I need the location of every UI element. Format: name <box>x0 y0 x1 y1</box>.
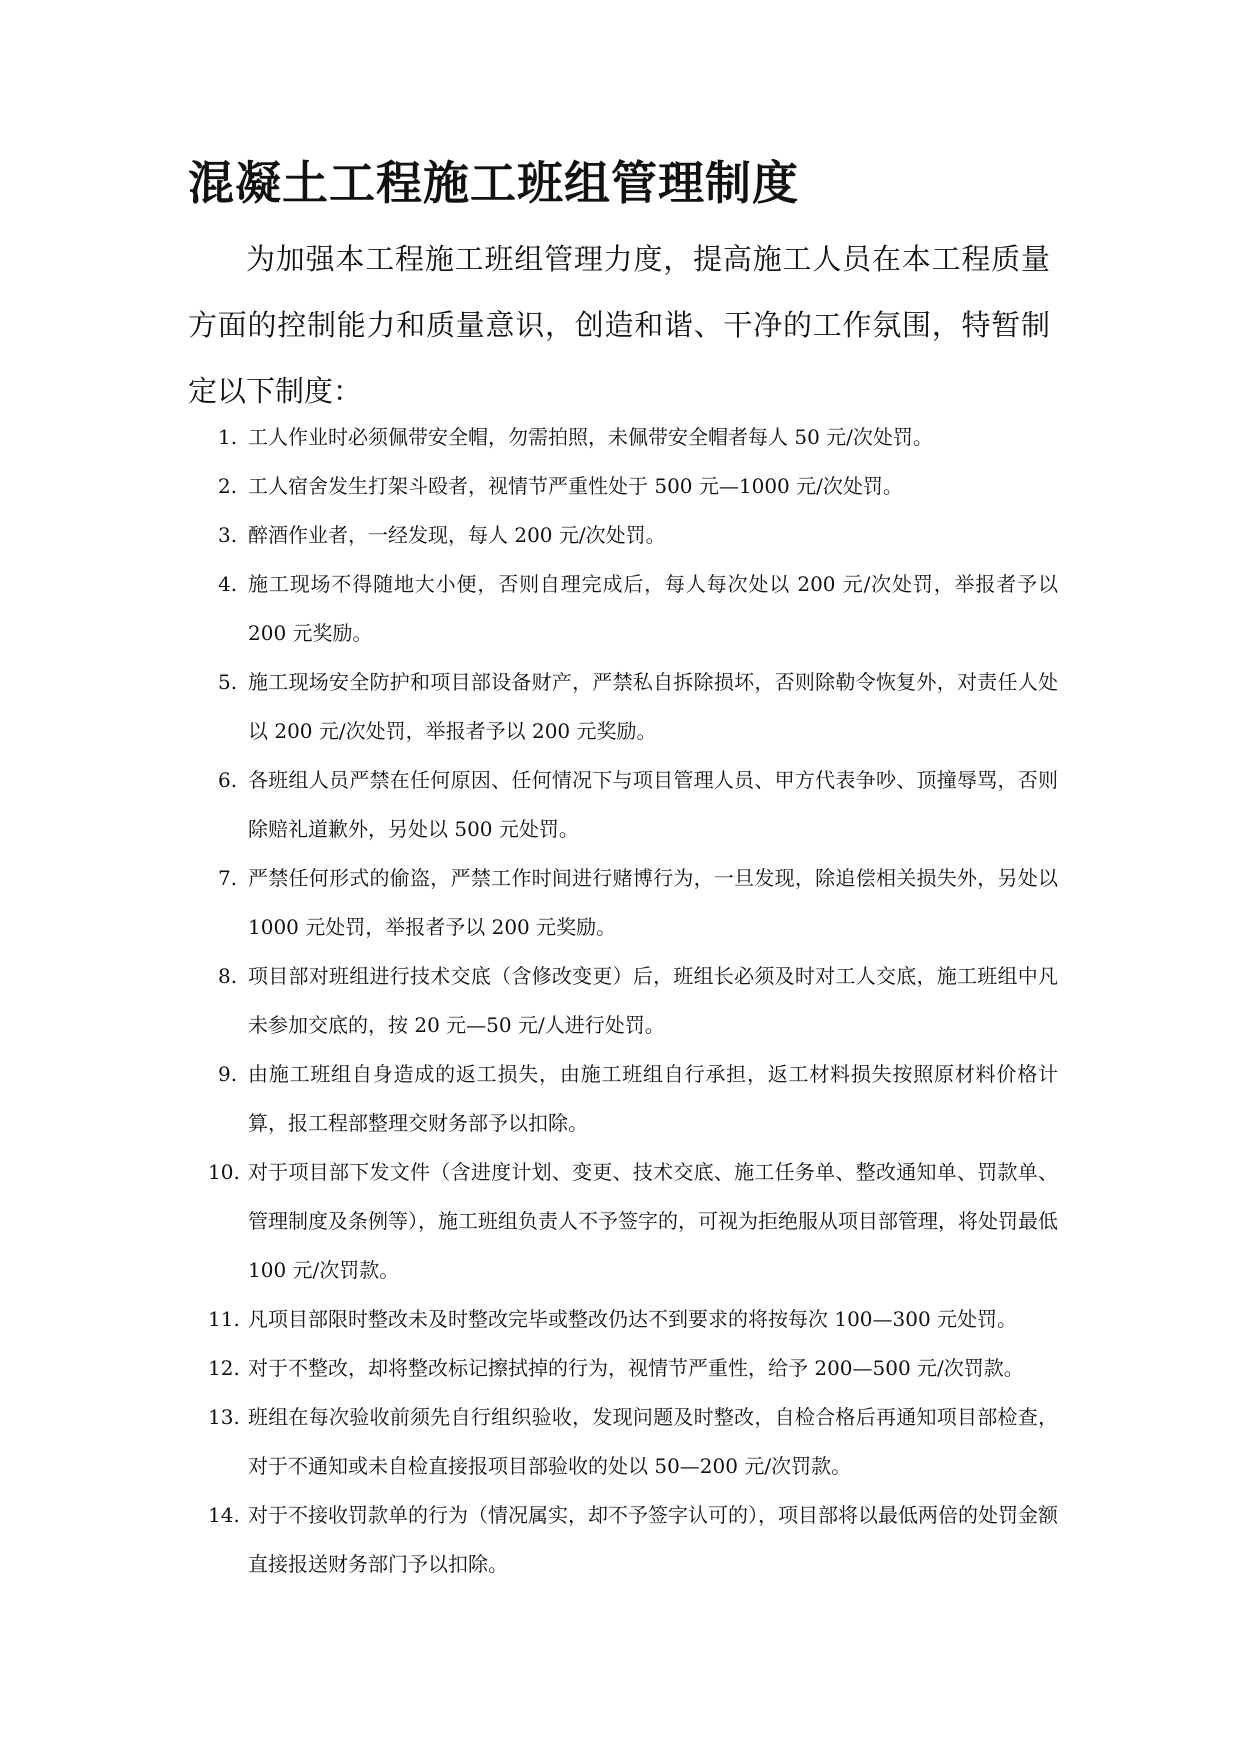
rule-text: 凡项目部限时整改未及时整改完毕或整改仍达不到要求的将按每次 100—300 元处罚。 <box>248 1307 1018 1331</box>
rule-item <box>188 462 1058 511</box>
rule-item <box>188 413 1058 462</box>
rule-text: 施工现场不得随地大小便，否则自理完成后，每人每次处以 200 元/次处罚，举报者予以 200 元奖励。 <box>248 572 1058 645</box>
rule-item <box>188 1295 1058 1344</box>
rule-text: 对于不接收罚款单的行为（情况属实，却不予签字认可的），项目部将以最低两倍的处罚金额直接报送财务部门予以扣除。 <box>248 1503 1058 1576</box>
rule-number: 9. <box>218 1062 238 1086</box>
rule-number: 5. <box>218 670 238 694</box>
rule-number: 1. <box>218 425 238 449</box>
rule-number: 11. <box>208 1307 240 1331</box>
rule-item <box>188 952 1058 1050</box>
rule-text: 班组在每次验收前须先自行组织验收，发现问题及时整改，自检合格后再通知项目部检查，对于不通知或未自检直接报项目部验收的处以 50—200 元/次罚款。 <box>248 1405 1058 1478</box>
rule-item <box>188 511 1058 560</box>
rule-item <box>188 1148 1058 1295</box>
rule-text: 施工现场安全防护和项目部设备财产，严禁私自拆除损坏，否则除勒令恢复外，对责任人处以 200 元/次处罚，举报者予以 200 元奖励。 <box>248 670 1058 743</box>
rule-item <box>188 1393 1058 1491</box>
rule-number: 12. <box>208 1356 240 1380</box>
rule-number: 13. <box>208 1405 240 1429</box>
rule-number: 3. <box>218 523 238 547</box>
rule-text: 由施工班组自身造成的返工损失，由施工班组自行承担，返工材料损失按照原材料价格计算，报工程部整理交财务部予以扣除。 <box>248 1062 1058 1135</box>
rule-number: 8. <box>218 964 238 988</box>
rule-item <box>188 658 1058 756</box>
rule-number: 2. <box>218 474 238 498</box>
rule-text: 醉酒作业者，一经发现，每人 200 元/次处罚。 <box>248 523 666 547</box>
rule-number: 10. <box>208 1160 240 1184</box>
document-title: 混凝土工程施工班组管理制度 <box>188 156 799 210</box>
rule-text: 工人宿舍发生打架斗殴者，视情节严重性处于 500 元—1000 元/次处罚。 <box>248 474 903 498</box>
rule-number: 4. <box>218 572 238 596</box>
rule-item <box>188 1050 1058 1148</box>
rule-text: 各班组人员严禁在任何原因、任何情况下与项目管理人员、甲方代表争吵、顶撞辱骂，否则除赔礼道歉外，另处以 500 元处罚。 <box>248 768 1058 841</box>
rule-item <box>188 854 1058 952</box>
rule-text: 严禁任何形式的偷盗，严禁工作时间进行赌博行为，一旦发现，除追偿相关损失外，另处以 1000 元处罚，举报者予以 200 元奖励。 <box>248 866 1058 939</box>
rule-item <box>188 1491 1058 1589</box>
rule-text: 对于项目部下发文件（含进度计划、变更、技术交底、施工任务单、整改通知单、罚款单、管理制度及条例等），施工班组负责人不予签字的，可视为拒绝服从项目部管理，将处罚最低 100 元/次罚款。 <box>248 1160 1058 1282</box>
rule-item <box>188 1344 1058 1393</box>
rule-number: 7. <box>218 866 238 890</box>
rule-item <box>188 560 1058 658</box>
rule-item <box>188 756 1058 854</box>
rule-text: 项目部对班组进行技术交底（含修改变更）后，班组长必须及时对工人交底，施工班组中凡未参加交底的，按 20 元—50 元/人进行处罚。 <box>248 964 1058 1037</box>
rules-list <box>188 413 1058 1589</box>
rule-text: 对于不整改，却将整改标记擦拭掉的行为，视情节严重性，给予 200—500 元/次罚款。 <box>248 1356 1024 1380</box>
rule-number: 6. <box>218 768 238 792</box>
rule-text: 工人作业时必须佩带安全帽，勿需拍照，未佩带安全帽者每人 50 元/次处罚。 <box>248 425 933 449</box>
intro-paragraph: 为加强本工程施工班组管理力度，提高施工人员在本工程质量方面的控制能力和质量意识，创造和谐、干净的工作氛围，特暂制定以下制度： <box>188 242 1050 408</box>
rule-number: 14. <box>208 1503 240 1527</box>
